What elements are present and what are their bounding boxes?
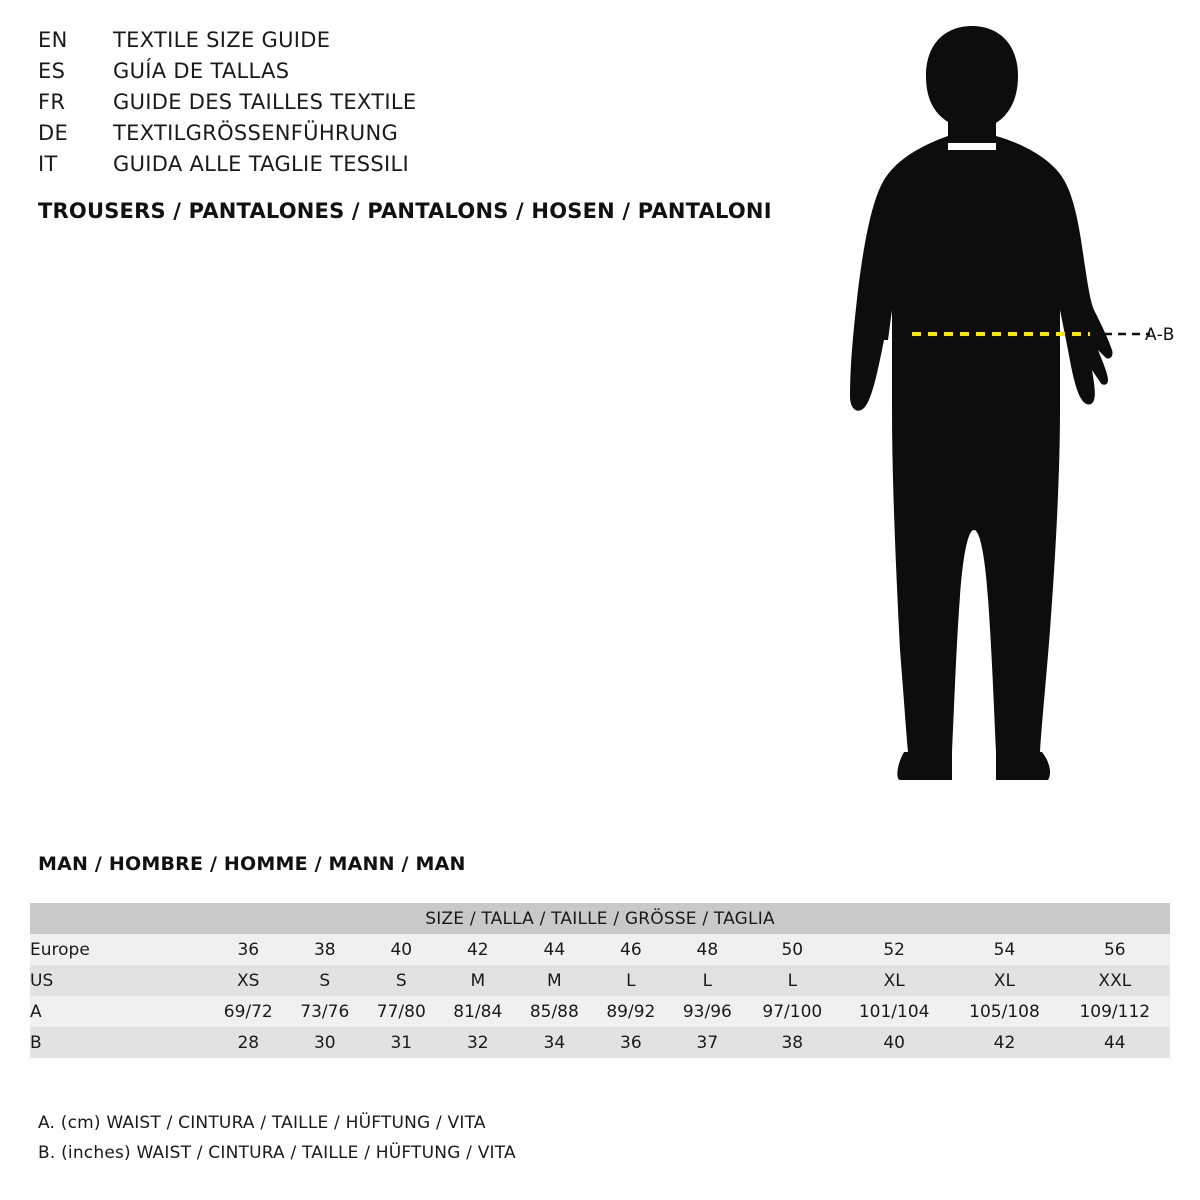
table-cell: 44 [1060, 1027, 1170, 1058]
table-row [30, 996, 1170, 1027]
table-cell: 54 [949, 934, 1059, 965]
row-label: A [30, 996, 210, 1027]
table-cell: 32 [440, 1027, 517, 1058]
table-cell: 40 [363, 934, 440, 965]
garment-type-label: TROUSERS / PANTALONES / PANTALONS / HOSEN / PANTALONI [38, 199, 772, 223]
figure-illustration [800, 10, 1200, 800]
size-table [30, 903, 1170, 1058]
language-code: IT [38, 152, 58, 176]
table-cell: 52 [839, 934, 949, 965]
language-row [38, 90, 818, 121]
table-cell: 40 [839, 1027, 949, 1058]
language-code: ES [38, 59, 66, 83]
measurement-notes [38, 1108, 516, 1168]
table-cell: 73/76 [287, 996, 364, 1027]
language-title: GUÍA DE TALLAS [113, 59, 290, 83]
note-b: B. (inches) WAIST / CINTURA / TAILLE / HÜFTUNG / VITA [38, 1143, 516, 1163]
language-title: GUIDE DES TAILLES TEXTILE [113, 90, 417, 114]
table-cell: 30 [287, 1027, 364, 1058]
table-cell: 93/96 [669, 996, 746, 1027]
row-label: B [30, 1027, 210, 1058]
table-cell: 50 [746, 934, 839, 965]
header-block [38, 28, 818, 223]
table-cell: 36 [210, 934, 287, 965]
table-row [30, 1027, 1170, 1058]
table-cell: 42 [440, 934, 517, 965]
table-cell: 105/108 [949, 996, 1059, 1027]
table-row [30, 934, 1170, 965]
table-cell: 109/112 [1060, 996, 1170, 1027]
note-a: A. (cm) WAIST / CINTURA / TAILLE / HÜFTUNG / VITA [38, 1113, 486, 1133]
table-cell: 69/72 [210, 996, 287, 1027]
table-cell: XS [210, 965, 287, 996]
table-cell: 77/80 [363, 996, 440, 1027]
table-cell: XL [839, 965, 949, 996]
table-cell: M [440, 965, 517, 996]
language-code: DE [38, 121, 69, 145]
language-code: EN [38, 28, 68, 52]
table-cell: L [669, 965, 746, 996]
language-title: GUIDA ALLE TAGLIE TESSILI [113, 152, 410, 176]
table-cell: 38 [287, 934, 364, 965]
table-cell: 34 [516, 1027, 593, 1058]
table-cell: XL [949, 965, 1059, 996]
table-cell: 42 [949, 1027, 1059, 1058]
table-cell: L [746, 965, 839, 996]
row-label: Europe [30, 934, 210, 965]
row-label: US [30, 965, 210, 996]
male-figure-silhouette [800, 10, 1200, 800]
table-row [30, 965, 1170, 996]
table-cell: 101/104 [839, 996, 949, 1027]
table-cell: S [363, 965, 440, 996]
table-cell: 28 [210, 1027, 287, 1058]
language-title: TEXTILGRÖSSENFÜHRUNG [113, 121, 399, 145]
table-cell: XXL [1060, 965, 1170, 996]
language-row [38, 152, 818, 183]
table-cell: 37 [669, 1027, 746, 1058]
table-header-label: SIZE / TALLA / TAILLE / GRÖSSE / TAGLIA [30, 903, 1170, 934]
table-cell: L [593, 965, 670, 996]
table-header-row [30, 903, 1170, 934]
table-cell: 89/92 [593, 996, 670, 1027]
language-code: FR [38, 90, 66, 114]
measure-label-ab: A-B [1145, 325, 1175, 345]
table-section-title: MAN / HOMBRE / HOMME / MANN / MAN [38, 853, 466, 875]
language-row [38, 59, 818, 90]
table-cell: 48 [669, 934, 746, 965]
table-cell: 31 [363, 1027, 440, 1058]
table-cell: 81/84 [440, 996, 517, 1027]
table-cell: 36 [593, 1027, 670, 1058]
table-cell: M [516, 965, 593, 996]
table-cell: 46 [593, 934, 670, 965]
language-title: TEXTILE SIZE GUIDE [113, 28, 331, 52]
table-cell: 85/88 [516, 996, 593, 1027]
table-cell: 97/100 [746, 996, 839, 1027]
table-cell: 38 [746, 1027, 839, 1058]
table-cell: S [287, 965, 364, 996]
table-cell: 56 [1060, 934, 1170, 965]
language-row [38, 28, 818, 59]
table-cell: 44 [516, 934, 593, 965]
language-row [38, 121, 818, 152]
